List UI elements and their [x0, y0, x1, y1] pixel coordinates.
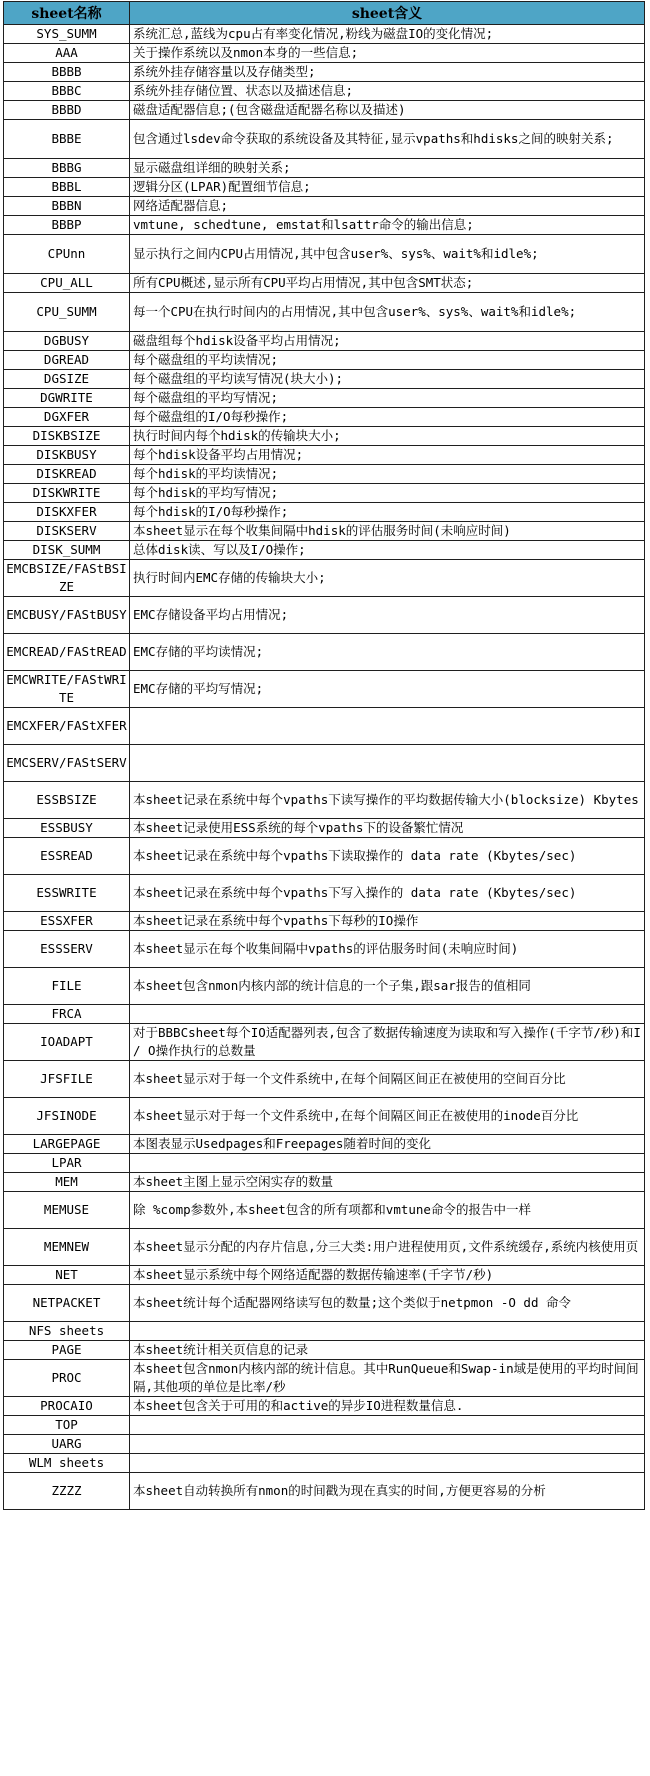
sheet-meaning-cell: 执行时间内EMC存储的传输块大小;	[130, 560, 645, 597]
sheet-name-cell: EMCBUSY/FAStBUSY	[4, 597, 130, 634]
sheet-name-cell: ESSREAD	[4, 838, 130, 875]
sheet-name-cell: MEM	[4, 1173, 130, 1192]
sheet-name-cell: DISKBUSY	[4, 446, 130, 465]
sheet-name-cell: SYS_SUMM	[4, 25, 130, 44]
sheet-name-cell: NETPACKET	[4, 1285, 130, 1322]
table-row	[4, 1397, 645, 1416]
sheet-meaning-cell: 本sheet自动转换所有nmon的时间戳为现在真实的时间,方便更容易的分析	[130, 1473, 645, 1510]
sheet-meaning-cell: 系统外挂存储位置、状态以及描述信息;	[130, 82, 645, 101]
sheet-meaning-cell	[130, 1005, 645, 1024]
sheet-meaning-cell: 系统汇总,蓝线为cpu占有率变化情况,粉线为磁盘IO的变化情况;	[130, 25, 645, 44]
sheet-meaning-cell: vmtune, schedtune, emstat和lsattr命令的输出信息;	[130, 216, 645, 235]
table-row	[4, 82, 645, 101]
sheet-name-cell: MEMNEW	[4, 1229, 130, 1266]
sheet-meaning-cell: 本sheet统计相关页信息的记录	[130, 1341, 645, 1360]
sheet-name-cell: BBBC	[4, 82, 130, 101]
sheet-name-cell: PROCAIO	[4, 1397, 130, 1416]
table-row	[4, 370, 645, 389]
sheet-meaning-cell: 每个磁盘组的平均读写情况(块大小);	[130, 370, 645, 389]
table-row	[4, 503, 645, 522]
sheet-meaning-cell: 本sheet记录使用ESS系统的每个vpaths下的设备繁忙情况	[130, 819, 645, 838]
sheet-name-cell: ESSBSIZE	[4, 782, 130, 819]
table-row	[4, 1266, 645, 1285]
table-row	[4, 63, 645, 82]
table-row	[4, 351, 645, 370]
table-row	[4, 1360, 645, 1397]
sheet-meaning-cell: 本sheet显示对于每一个文件系统中,在每个间隔区间正在被使用的空间百分比	[130, 1061, 645, 1098]
sheet-name-cell: PAGE	[4, 1341, 130, 1360]
sheet-meaning-cell: 本sheet包含nmon内核内部的统计信息的一个子集,跟sar报告的值相同	[130, 968, 645, 1005]
sheet-name-cell: BBBP	[4, 216, 130, 235]
table-row	[4, 1024, 645, 1061]
sheet-meaning-cell: 总体disk读、写以及I/O操作;	[130, 541, 645, 560]
table-row	[4, 1173, 645, 1192]
sheet-name-cell: DISKXFER	[4, 503, 130, 522]
sheet-name-cell: BBBN	[4, 197, 130, 216]
sheet-name-cell: DGSIZE	[4, 370, 130, 389]
sheet-meaning-cell: 显示执行之间内CPU占用情况,其中包含user%、sys%、wait%和idle%;	[130, 235, 645, 274]
table-row	[4, 671, 645, 708]
column-header-sheet-meaning: sheet含义	[130, 2, 645, 25]
table-row	[4, 1098, 645, 1135]
table-row	[4, 1435, 645, 1454]
table-row	[4, 293, 645, 332]
sheet-meaning-cell: 每个磁盘组的I/O每秒操作;	[130, 408, 645, 427]
sheet-meaning-cell: 网络适配器信息;	[130, 197, 645, 216]
table-row	[4, 541, 645, 560]
sheet-name-cell: BBBL	[4, 178, 130, 197]
table-row	[4, 782, 645, 819]
table-row	[4, 197, 645, 216]
sheet-name-cell: ESSWRITE	[4, 875, 130, 912]
sheet-name-cell: DISKWRITE	[4, 484, 130, 503]
sheet-name-cell: EMCWRITE/FAStWRITE	[4, 671, 130, 708]
sheet-meaning-cell: 逻辑分区(LPAR)配置细节信息;	[130, 178, 645, 197]
table-row	[4, 1454, 645, 1473]
sheet-name-cell: UARG	[4, 1435, 130, 1454]
table-row	[4, 332, 645, 351]
sheet-name-cell: EMCBSIZE/FAStBSIZE	[4, 560, 130, 597]
sheet-name-cell: DISK_SUMM	[4, 541, 130, 560]
sheet-name-cell: NET	[4, 1266, 130, 1285]
table-row	[4, 634, 645, 671]
sheet-name-cell: DISKBSIZE	[4, 427, 130, 446]
table-row	[4, 708, 645, 745]
sheet-name-cell: LARGEPAGE	[4, 1135, 130, 1154]
sheet-meaning-cell: 每个hdisk设备平均占用情况;	[130, 446, 645, 465]
table-row	[4, 597, 645, 634]
sheet-name-cell: DGWRITE	[4, 389, 130, 408]
sheet-name-cell: DGXFER	[4, 408, 130, 427]
sheet-meaning-cell: 本sheet包含关于可用的和active的异步IO进程数量信息.	[130, 1397, 645, 1416]
table-row	[4, 968, 645, 1005]
sheet-meaning-cell: 每个hdisk的平均读情况;	[130, 465, 645, 484]
sheet-meaning-cell: 显示磁盘组详细的映射关系;	[130, 159, 645, 178]
sheet-name-cell: DGREAD	[4, 351, 130, 370]
sheet-name-cell: BBBE	[4, 120, 130, 159]
sheet-meaning-cell: 本sheet显示在每个收集间隔中vpaths的评估服务时间(未响应时间)	[130, 931, 645, 968]
sheet-meaning-cell: 本sheet记录在系统中每个vpaths下读取操作的 data rate (Kbytes/sec)	[130, 838, 645, 875]
sheet-name-cell: LPAR	[4, 1154, 130, 1173]
sheet-meaning-cell: 每个hdisk的I/O每秒操作;	[130, 503, 645, 522]
table-row	[4, 484, 645, 503]
sheet-meaning-cell: 每个磁盘组的平均写情况;	[130, 389, 645, 408]
table-row	[4, 389, 645, 408]
table-row	[4, 522, 645, 541]
sheet-name-cell: ESSXFER	[4, 912, 130, 931]
sheet-name-cell: FRCA	[4, 1005, 130, 1024]
column-header-sheet-name: sheet名称	[4, 2, 130, 25]
sheet-meaning-cell: 执行时间内每个hdisk的传输块大小;	[130, 427, 645, 446]
sheet-meaning-cell: 本图表显示Usedpages和Freepages随着时间的变化	[130, 1135, 645, 1154]
sheet-meaning-cell: 每个hdisk的平均写情况;	[130, 484, 645, 503]
table-row	[4, 1135, 645, 1154]
sheet-meaning-cell: 除 %comp参数外,本sheet包含的所有项都和vmtune命令的报告中一样	[130, 1192, 645, 1229]
table-row	[4, 1154, 645, 1173]
sheet-meaning-cell: 本sheet记录在系统中每个vpaths下读写操作的平均数据传输大小(blocksize) Kbytes	[130, 782, 645, 819]
sheet-name-cell: DISKREAD	[4, 465, 130, 484]
sheet-name-cell: FILE	[4, 968, 130, 1005]
sheet-meaning-cell	[130, 708, 645, 745]
table-body	[4, 25, 645, 1510]
table-row	[4, 1285, 645, 1322]
sheet-meaning-cell: 本sheet主图上显示空闲实存的数量	[130, 1173, 645, 1192]
table-row	[4, 178, 645, 197]
table-row	[4, 875, 645, 912]
table-row	[4, 745, 645, 782]
table-row	[4, 159, 645, 178]
sheet-meaning-cell	[130, 1454, 645, 1473]
table-row	[4, 274, 645, 293]
table-row	[4, 408, 645, 427]
sheet-name-cell: CPUnn	[4, 235, 130, 274]
table-row	[4, 1192, 645, 1229]
sheet-meaning-cell: 磁盘组每个hdisk设备平均占用情况;	[130, 332, 645, 351]
sheet-meaning-cell	[130, 1435, 645, 1454]
sheet-name-cell: WLM sheets	[4, 1454, 130, 1473]
sheet-meaning-cell: EMC存储的平均写情况;	[130, 671, 645, 708]
sheet-name-cell: BBBD	[4, 101, 130, 120]
sheet-name-cell: EMCSERV/FAStSERV	[4, 745, 130, 782]
table-row	[4, 44, 645, 63]
sheet-meaning-cell: 所有CPU概述,显示所有CPU平均占用情况,其中包含SMT状态;	[130, 274, 645, 293]
sheet-name-cell: EMCREAD/FAStREAD	[4, 634, 130, 671]
sheet-name-cell: JFSFILE	[4, 1061, 130, 1098]
table-row	[4, 1473, 645, 1510]
table-row	[4, 101, 645, 120]
sheet-name-cell: IOADAPT	[4, 1024, 130, 1061]
sheet-meaning-cell: 磁盘适配器信息;(包含磁盘适配器名称以及描述)	[130, 101, 645, 120]
sheet-name-cell: CPU_ALL	[4, 274, 130, 293]
table-row	[4, 216, 645, 235]
sheet-meaning-cell: 对于BBBCsheet每个IO适配器列表,包含了数据传输速度为读取和写入操作(千字节/秒)和I / O操作执行的总数量	[130, 1024, 645, 1061]
sheet-name-cell: ZZZZ	[4, 1473, 130, 1510]
sheet-meaning-cell: 本sheet记录在系统中每个vpaths下写入操作的 data rate (Kbytes/sec)	[130, 875, 645, 912]
table-row	[4, 446, 645, 465]
table-row	[4, 912, 645, 931]
table-row	[4, 838, 645, 875]
header-row	[4, 2, 645, 25]
sheet-meaning-cell: 本sheet显示在每个收集间隔中hdisk的评估服务时间(未响应时间)	[130, 522, 645, 541]
table-row	[4, 465, 645, 484]
table-row	[4, 1322, 645, 1341]
table-row	[4, 1416, 645, 1435]
sheet-name-cell: JFSINODE	[4, 1098, 130, 1135]
sheet-meaning-cell: 本sheet显示系统中每个网络适配器的数据传输速率(千字节/秒)	[130, 1266, 645, 1285]
sheet-meaning-cell: 关于操作系统以及nmon本身的一些信息;	[130, 44, 645, 63]
sheet-meaning-cell	[130, 745, 645, 782]
sheet-name-cell: CPU_SUMM	[4, 293, 130, 332]
table-row	[4, 1341, 645, 1360]
sheet-meaning-cell: 本sheet包含nmon内核内部的统计信息。其中RunQueue和Swap-in域是使用的平均时间间隔,其他项的单位是比率/秒	[130, 1360, 645, 1397]
sheet-name-cell: NFS sheets	[4, 1322, 130, 1341]
sheet-meaning-cell	[130, 1416, 645, 1435]
sheet-name-cell: MEMUSE	[4, 1192, 130, 1229]
sheet-name-cell: ESSBUSY	[4, 819, 130, 838]
table-row	[4, 1005, 645, 1024]
sheet-meaning-cell: 每一个CPU在执行时间内的占用情况,其中包含user%、sys%、wait%和idle%;	[130, 293, 645, 332]
table-row	[4, 25, 645, 44]
table-row	[4, 120, 645, 159]
sheet-name-cell: DGBUSY	[4, 332, 130, 351]
sheet-meaning-cell	[130, 1322, 645, 1341]
sheet-name-cell: BBBB	[4, 63, 130, 82]
sheet-name-cell: TOP	[4, 1416, 130, 1435]
table-row	[4, 819, 645, 838]
nmon-sheet-table	[3, 1, 645, 1510]
sheet-name-cell: EMCXFER/FAStXFER	[4, 708, 130, 745]
sheet-meaning-cell: 本sheet记录在系统中每个vpaths下每秒的IO操作	[130, 912, 645, 931]
sheet-name-cell: PROC	[4, 1360, 130, 1397]
sheet-meaning-cell: 系统外挂存储容量以及存储类型;	[130, 63, 645, 82]
table-row	[4, 1061, 645, 1098]
sheet-meaning-cell	[130, 1154, 645, 1173]
table-row	[4, 931, 645, 968]
sheet-meaning-cell: EMC存储的平均读情况;	[130, 634, 645, 671]
sheet-name-cell: ESSSERV	[4, 931, 130, 968]
sheet-meaning-cell: EMC存储设备平均占用情况;	[130, 597, 645, 634]
table-row	[4, 235, 645, 274]
sheet-meaning-cell: 每个磁盘组的平均读情况;	[130, 351, 645, 370]
sheet-meaning-cell: 本sheet统计每个适配器网络读写包的数量;这个类似于netpmon -O dd 命令	[130, 1285, 645, 1322]
sheet-meaning-cell: 本sheet显示对于每一个文件系统中,在每个间隔区间正在被使用的inode百分比	[130, 1098, 645, 1135]
table-row	[4, 427, 645, 446]
sheet-name-cell: BBBG	[4, 159, 130, 178]
sheet-meaning-cell: 本sheet显示分配的内存片信息,分三大类:用户进程使用页,文件系统缓存,系统内核使用页	[130, 1229, 645, 1266]
sheet-name-cell: AAA	[4, 44, 130, 63]
sheet-meaning-cell: 包含通过lsdev命令获取的系统设备及其特征,显示vpaths和hdisks之间的映射关系;	[130, 120, 645, 159]
table-row	[4, 1229, 645, 1266]
table-row	[4, 560, 645, 597]
sheet-name-cell: DISKSERV	[4, 522, 130, 541]
